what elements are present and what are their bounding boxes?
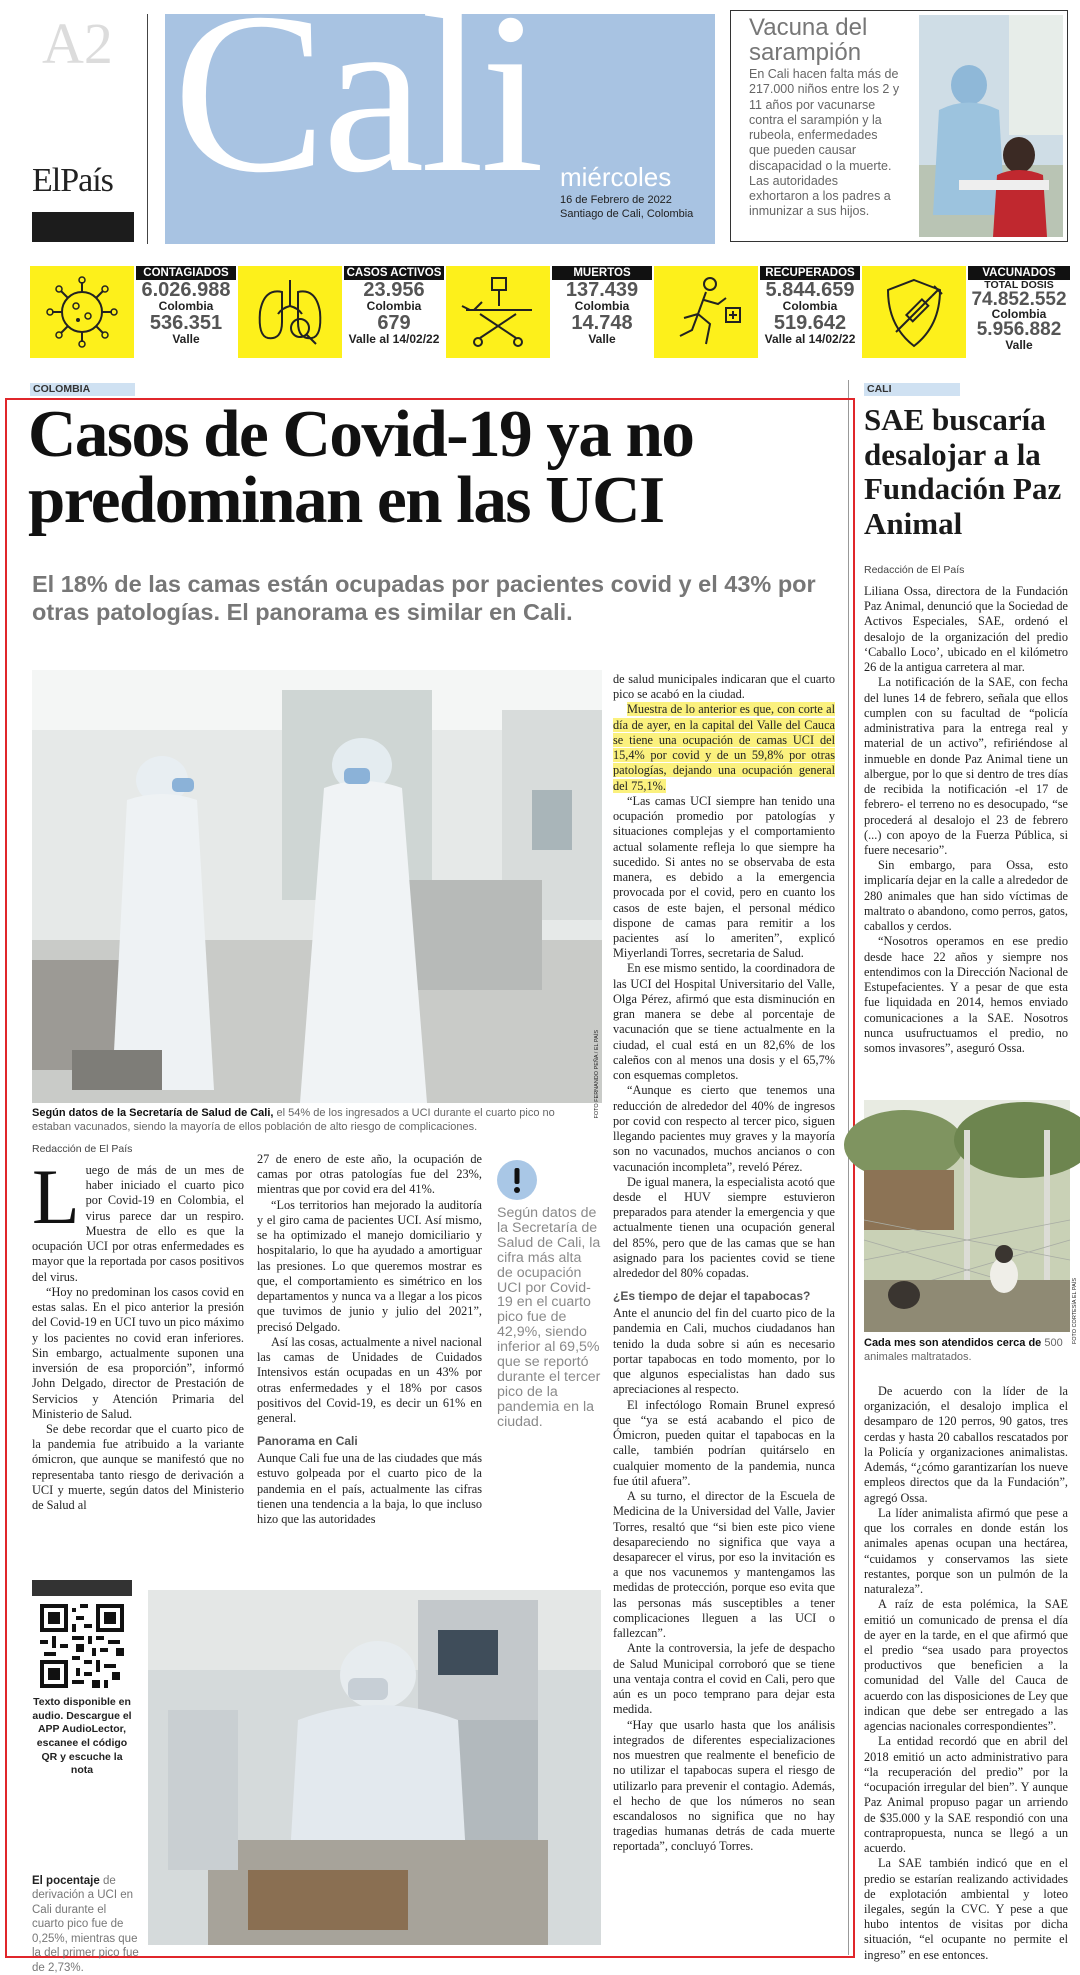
dateline	[560, 194, 693, 222]
stretcher-icon	[446, 266, 550, 358]
side-byline: Redacción de El País	[864, 564, 965, 576]
stat-value: 74.852.552	[971, 289, 1067, 310]
stat-value-2: 519.642	[773, 312, 847, 334]
lungs-icon	[238, 266, 342, 358]
stat-casos-activos	[238, 262, 444, 358]
exclamation-icon	[497, 1160, 537, 1200]
stat-value-2: 536.351	[149, 312, 223, 334]
stat-label: VACUNADOS	[968, 266, 1070, 280]
article-column-2: 27 de enero de este año, la ocupación de camas por otras patologías fue del 23%, mientras que por covid era del 41%. “Los territorios han mejorado la auditoría y el giro cama de pacientes UCI. Así mismo, se ha optimizado el manejo domiciliario y hospitalario, lo que ha ayudado a amortiguar las presiones. Lo que queremos mostrar es que, el comportamiento es simétrico en los departamentos y nunca va a llegar a los picos que tuvimos de junio y julio del 2021”, precisó Delgado. Así las cosas, actualmente a nivel nacional las camas de Unidades de Cuidados Intensivos están ocupadas en un 43% por otras enfermedades y el 18% por casos positivos del Covid-19, es decir un 61% en general. Panorama en Cali Aunque Cali fue una de las ciudades que más estuvo golpeada por el cuarto pico de la pandemia en el país, actualmente las cifras tienen una tendencia a la baja, lo que incluso hizo que las autoridades	[257, 1152, 482, 1527]
vaccine-brief-title: Vacuna del sarampión	[749, 14, 868, 67]
covid-stats-bar	[30, 262, 1070, 358]
page-number: A2	[42, 11, 113, 76]
audio-instructions: Texto disponible en audio. Descargue el APP AudioLector, escanee el código QR y escuche la nota	[32, 1696, 132, 1777]
vaccination-photo	[919, 15, 1063, 237]
section-banner	[165, 0, 715, 244]
photo-credit: FOTO FERNANDO PEÑA / EL PAÍS	[594, 1030, 600, 1119]
icu-nurses-photo	[32, 670, 602, 1103]
stat-region: Colombia	[991, 307, 1047, 321]
weekday: miércoles	[560, 162, 672, 192]
stat-value: 6.026.988	[141, 279, 231, 301]
byline: Redacción de El País	[32, 1143, 133, 1155]
main-headline: Casos de Covid-19 ya no predominan en las UCI	[28, 397, 694, 537]
pull-quote-text: Según datos de la Secretaría de Salud de Cali, la cifra más alta de ocupación UCI por Covid-19 en el cuarto pico fue de 42,9%, siendo inferior al 69,5% que se reportó durante el tercer pico de la pandemia en la ciudad.	[497, 1205, 601, 1430]
stat-sublabel: TOTAL DOSIS	[984, 279, 1054, 291]
section-label-cali: CALI	[864, 383, 960, 396]
stat-region-2: Valle	[172, 332, 200, 346]
newspaper-logo: ElPaís	[32, 162, 113, 199]
masthead	[0, 0, 1080, 250]
recovered-person-icon	[654, 266, 758, 358]
stat-value-2: 14.748	[571, 312, 633, 334]
stat-region: Colombia	[574, 299, 630, 313]
section-label-colombia: COLOMBIA	[30, 383, 135, 396]
stat-value: 5.844.659	[765, 279, 855, 301]
side-article-top: Liliana Ossa, directora de la Fundación Paz Animal, denunció que la Sociedad de Activos Especiales, SAE, ordenó el desalojo de la organización del predio ‘Caballo Loco’, ubicado en el kilómetro 26 de la antigua carretera al mar. La notificación de la SAE, con fecha del lunes 14 de febrero, señala que ellos cumplen con su facultad de “policía administrativa para la entrega real y material de un activo”, refiriéndose al inmueble en donde Paz Animal tiene un albergue, por lo que si dentro de tres días de recibida la notificación -el 17 de febrero- el terreno no es desocupado, “se procederá al desalojo el 23 de febrero (...) con apoyo de la Fuerza Pública, si fuere necesario”. Sin embargo, para Ossa, esto implicaría dejar en la calle a alrededor de 280 animales que han sido víctimas de maltrato o abandono, como perros, gatos, caballos y cerdos. “Nosotros operamos en ese predio desde hace 22 años y siempre nos entendimos con la Dirección Nacional de Estupefacientes. Y a pesar de que esta fue liquidada en 2014, hemos enviado comunicaciones a la SAE. Nosotros nunca usufructuamos el predio, no somos invasores”, aseguró Ossa.	[864, 584, 1068, 1056]
qr-code[interactable]	[40, 1604, 124, 1688]
stat-region-2: Valle	[1005, 338, 1033, 352]
stat-label: MUERTOS	[552, 266, 652, 280]
stat-recuperados	[654, 262, 860, 358]
section-title: Cali	[173, 0, 541, 220]
highlighted-text: Muestra de lo anterior es que, con corte al día de ayer, en la capital del Valle del Cauca se tiene una ocupación de camas UCI del 15,4% por covid y de un 59,8% por otras patologías, dejando una ocupación general del 75,1%.	[613, 702, 835, 793]
vaccine-brief	[730, 10, 1068, 242]
article-column-3: de salud municipales indicaran que el cuarto pico se acabó en la ciudad. Muestra de lo anterior es que, con corte al día de ayer, en la capital del Valle del Cauca se tiene una ocupación de camas UCI del 15,4% por covid y de un 59,8% por otras patologías, dejando una ocupación general del 75,1%. “Las camas UCI siempre han tenido una ocupación promedio por patologías y situaciones complejas y el comportamiento actual solamente refleja lo que siempre ha sucedido. Si antes no se observaba de esta manera, es debido a la emergencia provocada por el covid, pero en cuanto los casos de este bajen, el personal médico dispone de camas para remitir a los pacientes así lo ameriten”, explicó Miyerlandi Torres, secretaria de Salud. En ese mismo sentido, la coordinadora de las UCI del Hospital Universitario del Valle, Olga Pérez, afirmó que esta disminución en gran manera se debe al porcentaje de vacunación que se tiene actualmente en la ciudad, el cual está en un 82,6% de los caleños con al menos una dosis y el 65,7% con esquemas completos. “Aunque es cierto que tenemos una reducción de alrededor del 40% de ingresos por covid con respecto al tercer pico, siguen llegando pacientes muy graves y la mayoría son no vacunados, muchos ancianos o con vacunación incompleta”, reveló Pérez. De igual manera, la especialista acotó que desde el HUV siempre estuvieron preparados para atender la emergencia y que actualmente tienen una ocupación general del 85%, pero que de las camas que se han asignado para los pacientes covid se tiene alrededor del 80% copadas. ¿Es tiempo de dejar el tapabocas? Ante el anuncio del fin del cuarto pico de la pandemia en Cali, muchos ciudadanos han tenido la duda sobre si aún es necesario portar tapabocas en todo momento, por lo que algunos especialistas han dado sus apreciaciones al respecto. El infectólogo Romain Brunel expresó que “ya se está acabando el pico de Ómicron, pueden quitar el tapabocas en la calle, también podrían quitárselo en cualquier momento de la pandemia, nunca fue útil afuera”. A su turno, el director de la Escuela de Medicina de la Universidad del Valle, Javier Torres, resaltó que “si bien este pico viene desapareciendo no significa que vaya a desaparecer el virus, por eso la invitación es a que nos vacunemos y mantengamos las medidas de protección, porque eso evita que las personas más susceptibles a tener complicaciones lleguen a las UCI o fallezcan”. Ante la controversia, la jefe de despacho de Salud Municipal corroboró que se tiene una ventaja contra el covid en Cali, pero que aún es un poco temprano para dejar esta medida. “Hay que usarlo hasta que los análisis integrados de diferentes especializaciones nos muestren que realmente el beneficio de no utilizar el tapabocas supera el riesgo de utilizarlo para prevenir el contagio. Además, el hecho de que los números no sean escandalosos no significa que no hay tragedias humanas detrás de cada muerte reportada”, concluyó Torres.	[613, 672, 835, 1854]
stat-vacunados	[862, 262, 1070, 358]
main-subhead: El 18% de las camas están ocupadas por pacientes covid y el 43% por otras patologías. El panorama es similar en Cali.	[32, 571, 816, 626]
vaccine-brief-text: En Cali hacen falta más de 217.000 niños entre los 2 y 11 años por vacunarse contra el sarampión y la rubeola, enfermedades que pueden causar discapacidad o la muerte. Las autoridades exhortaron a los padres a inmunizar a sus hijos.	[749, 67, 900, 219]
stat-value: 23.956	[363, 279, 425, 301]
side-article-bottom: De acuerdo con la líder de la organización, el desalojo implica el desamparo de 120 perros, 90 gatos, tres cerdas y hasta 20 caballos rescatados por la Policía y organizaciones animalistas. Además, “¿cómo garantizarían los nueve empleos directos que da la Fundación”, agregó Ossa. La líder animalista afirmó que pese a que los corrales en donde están los animales apenas ocupan una hectárea, “cuidamos y conservamos las siete restantes, porque son un pulmón de la naturaleza”. A raíz de esta polémica, la SAE emitió un comunicado de prensa el día de ayer en la tarde, en el que afirmó que el predio “sea usado para proyectos productivos que beneficien a la comunidad del Valle del Cauca de acuerdo con las disposiciones de Ley que indican que debe ser entregado a las agencias nacionales correspondientes”. La entidad recordó que en abril del 2018 emitió un acto administrativo para “la recuperación del predio” por la “ocupación irregular del bien”. Y aunque Paz Animal propuso pagar un arriendo de $35.000 y la SAE respondió con una contrapropuesta, nunca se llegó a un acuerdo. La SAE también indicó que en el predio se estarían realizando actividades de explotación ambiental y loteo ilegales, según la CVC. Y pese a que hubo intentos de visitas por dicha situación, “el ocupante no permite el ingreso” en ese entonces.	[864, 1384, 1068, 1962]
stat-value-2: 679	[377, 312, 411, 334]
audio-bar	[32, 1580, 132, 1596]
date: 16 de Febrero de 2022	[560, 194, 672, 206]
photo-caption: Según datos de la Secretaría de Salud de Cali, el 54% de los ingresados a UCI durante el cuarto pico no estaban vacunados, siendo la mayoría de ellos población de alto riesgo de complicaciones.	[32, 1107, 555, 1134]
side-photo-caption: Cada mes son atendidos cerca de 500 animales maltratados.	[864, 1337, 1063, 1364]
stat-contagiados	[30, 262, 236, 358]
stat-value-2: 5.956.882	[976, 319, 1062, 340]
side-headline: SAE buscaría desalojar a la Fundación Paz Animal	[864, 402, 1062, 542]
animal-shelter-photo	[864, 1100, 1070, 1332]
article-column-1: Luego de más de un mes de haber iniciado el cuarto pico por Covid-19 en Colombia, el virus parece dar un respiro. Muestra de ello es que la ocupación UCI por otras enfermedades es mayor que la reportada por casos positivos del virus. “Hoy no predominan los casos covid en estas salas. En el pico anterior la presión del Covid-19 en UCI tuvo un pico máximo y los pacientes no covid eran inferiores. Sin embargo, actualmente suponen una inversión de esa proporción”, informó John Delgado, director de Prestación de Servicios y Atención Primaria del Ministerio de Salud. Se debe recordar que el cuarto pico de la pandemia fue atribuido a la variante ómicron, que aunque se manifestó que no representaba tanto riesgo de derivación a UCI y muerte, según datos del Ministerio de Salud al	[32, 1153, 244, 1513]
stat-region: Colombia	[158, 299, 214, 313]
stat-muertos	[446, 262, 652, 358]
stat-label: CONTAGIADOS	[136, 266, 236, 280]
pull-quote	[497, 1160, 601, 1430]
divider	[147, 14, 148, 244]
syringe-shield-icon	[862, 266, 966, 358]
patient-photo-caption: El pocentaje de derivación a UCI en Cali durante el cuarto pico fue de 0,25%, mientras que la del primer pico fue de 2,73%.	[32, 1875, 139, 1974]
location: Santiago de Cali, Colombia	[560, 207, 694, 220]
stat-region-2: Valle al 14/02/22	[764, 332, 856, 346]
icu-patient-photo	[148, 1590, 601, 1945]
stat-label: RECUPERADOS	[760, 266, 860, 280]
subheading: Panorama en Cali	[257, 1434, 358, 1449]
subheading: ¿Es tiempo de dejar el tapabocas?	[613, 1289, 811, 1304]
stat-region: Colombia	[782, 299, 838, 313]
side-photo-credit: FOTO CORTESÍA EL PAÍS	[1072, 1278, 1078, 1345]
stat-region: Colombia	[366, 299, 422, 313]
stat-label: CASOS ACTIVOS	[344, 266, 444, 280]
dropcap: L	[32, 1153, 80, 1240]
virus-icon	[30, 266, 134, 358]
stat-region-2: Valle	[588, 332, 616, 346]
stat-value: 137.439	[565, 279, 639, 301]
stat-region-2: Valle al 14/02/22	[348, 332, 440, 346]
logo-bar	[32, 212, 134, 242]
